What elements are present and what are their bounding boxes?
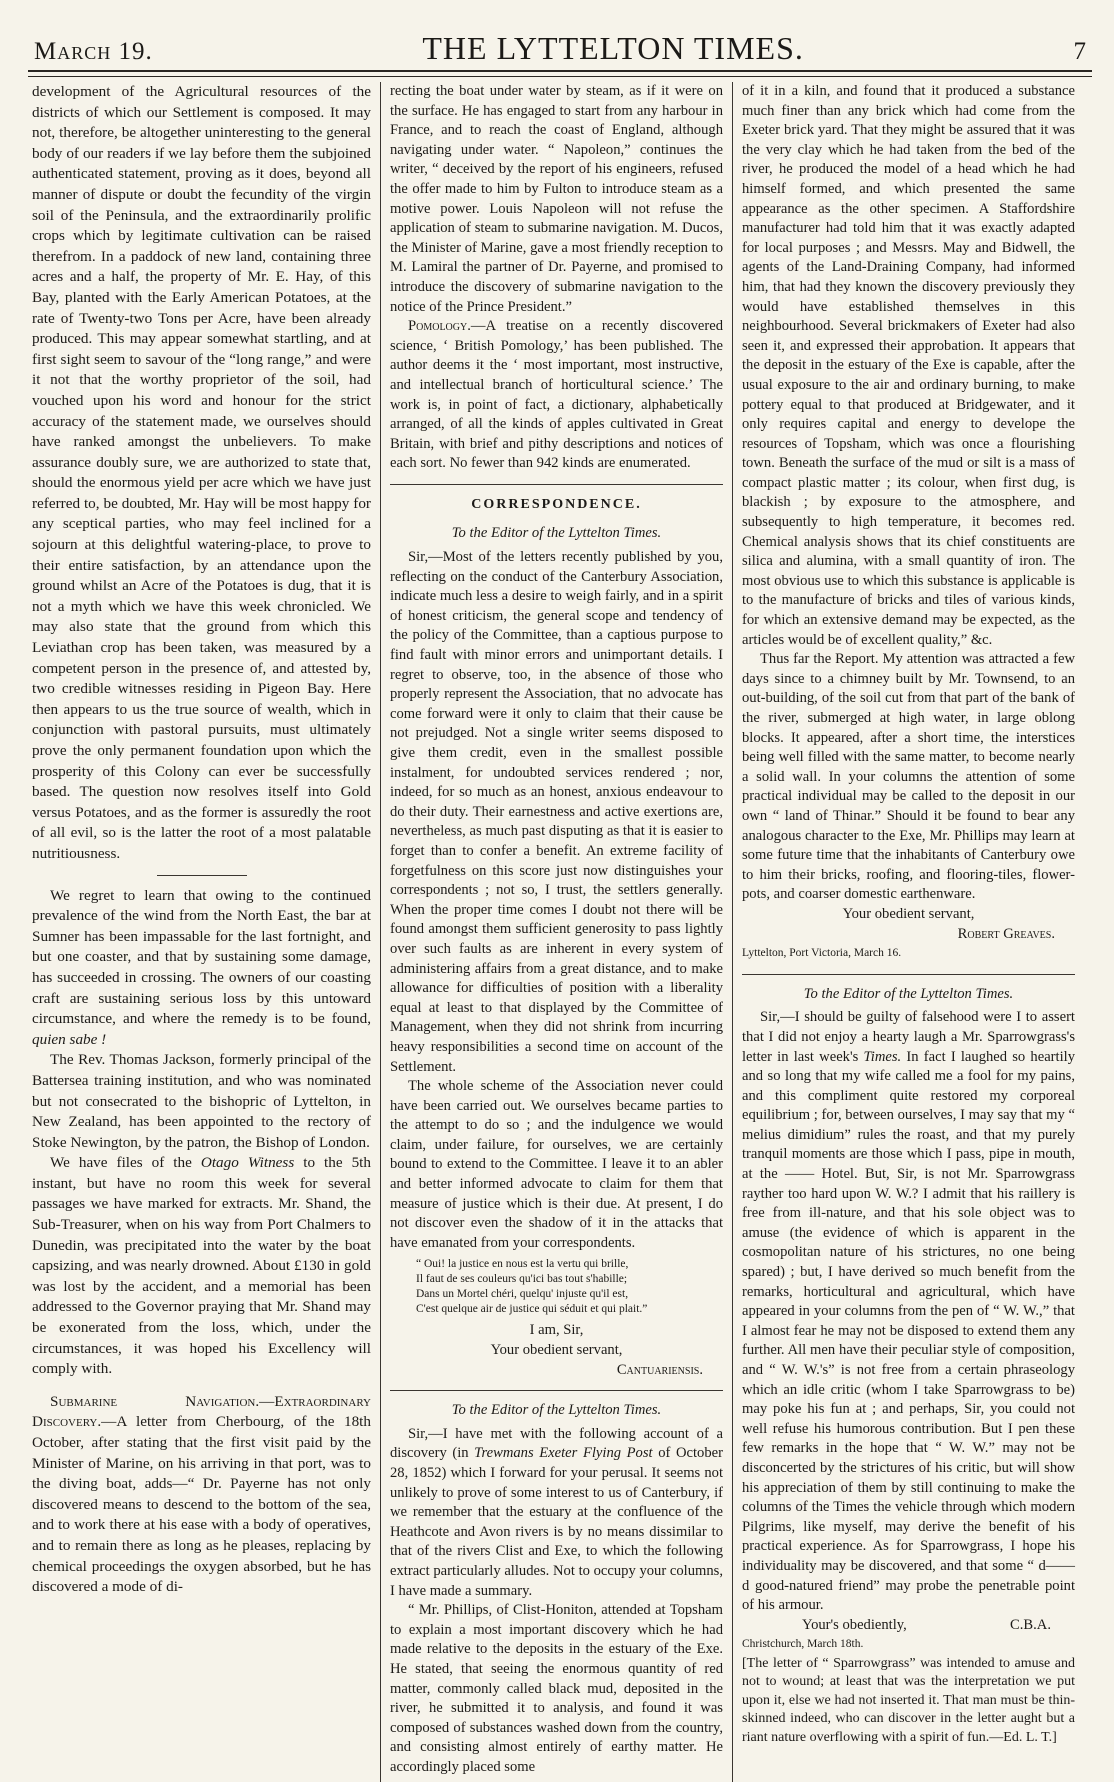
letter-2-body-2: “ Mr. Phillips, of Clist-Honiton, attended at Topsham to explain a most important discovery which he had made relative to the deposits in the estuary of the Exe. He stated, that seeing the enormous quantity of red matter, commonly called black mud, deposited in the river, he submitted it to analysis, and found it was composed of substances washed down from the country, and consisting almost entirely of earthy matter. He accordingly placed some — [390, 1602, 723, 1775]
issue-date: March 19. — [34, 38, 153, 65]
article-submarine-cont: recting the boat under water by steam, as if it were on the surface. He has engaged to start from any harbour in France, and to reach the coast of England, although navigating under water. “ Napoleon,” continues the writer, “ deceived by the report of his engineers, refused the offer made to him by Fulton to introduce steam as a motive power. Louis Napoleon will not refuse the application of steam to submarine navigation. M. Ducos, the Minister of Marine, gave a most friendly reception to M. Lamiral the partner of Dr. Payerne, and promised to introduce the discovery of submarine navigation to the notice of the Prince President.” — [390, 83, 723, 315]
column-2 — [380, 82, 732, 1782]
letter-1-body-2: The whole scheme of the Association never could have been carried out. We ourselves became parties to the attempt to do so ; and the indulgence we would claim, under failure, for ourselves, we are certainly bound to extend to the Committee. I leave it to an abler and better informed advocate to claim for them that measure of justice which is their due. At present, I do not discover even the shadow of it in the attacks that have emanated from your correspondents. — [390, 1078, 723, 1251]
column-1 — [28, 82, 380, 1782]
letter-address: To the Editor of the Lyttelton Times. — [451, 525, 662, 542]
divider — [390, 484, 723, 485]
letter-1-close: I am, Sir, — [529, 1322, 584, 1339]
divider — [390, 1390, 723, 1391]
divider — [742, 974, 1075, 975]
letter-2-signature: Robert Greaves. — [957, 925, 1055, 942]
section-heading-correspondence: CORRESPONDENCE. — [471, 496, 642, 512]
letter-3-body: Sir,—I should be guilty of falsehood were I to assert that I did not enjoy a hearty laugh a Mr. Sparrowgrass's letter in last week's Times. In fact I laughed so heartily and so long that my wife called me a fool for my pains, and this compliment quite restored my corporeal equilibrium ; for, between ourselves, I may say that my “ melius dimidium” rules the roast, and that my purely tranquil moments are those which I pass, pipe in mouth, at the —— Hotel. But, Sir, is not Mr. Sparrowgrass rayther too hard upon W. W.? I admit that his raillery is free from ill-nature, and that his sole object was to amuse (the evidence of which is apparent in the cosmopolitan nature of his strictures, no one being spared) ; but, I have derived so much benefit from the remarks, horticultural and agricultural, which have appeared in your columns from the pen of “ W. W.,” that I almost fear he may not be disposed to extend them any further. All men have their peculiar style of composition, and “ W. W.'s” is not free from a certain phraseology which an idle critic (whom I take Sparrowgrass to be) may poke his fun at ; and perhaps, Sir, you could not well refuse his humorous contribution. But I pen these few remarks in the hope that “ W. W.” may not be disconcerted by the strictures of his critic, but will show his appreciation of them by still continuing to make the columns of the Times the vehicle through which modern Pilgrims, like myself, may derive the benefit of his practical experience. As for Sparrowgrass, I hope his individuality may be discovered, and that some “ d——d good-natured friend” may probe the penetrable point of his armour. — [742, 1009, 1075, 1614]
letter-2-body: Sir,—I have met with the following account of a discovery (in Trewmans Exeter Flying Post of October 28, 1852) which I forward for your perusal. It seems not unlikely to prove of some interest to us of Canterbury, if we remember that the estuary at the confluence of the Heathcote and Avon rivers is by no means dissimilar to that of the rivers Clist and Exe, to which the following extract particularly alludes. Not to occupy your columns, I have made a summary. — [390, 1425, 723, 1599]
letter-address: To the Editor of the Lyttelton Times. — [451, 1402, 662, 1419]
article-sumner-bar: We regret to learn that owing to the continued prevalence of the wind from the North East, the bar at Sumner has been impassable for the last fortnight, and but one coaster, and that by sustaining some damage, has succeeded in crossing. The owners of our coasting craft are sustaining serious loss by this untoward circumstance, and where the remedy is to be found, quien sabe ! — [32, 886, 371, 1048]
french-verse: “ Oui! la justice en nous est la vertu qui brille, Il faut de ses couleurs qu'ici bas tout s'habille; Dans un Mortel chéri, quelqu' injuste qu'il est, C'est quelque air de justice qui séduit et qui plait.” — [416, 1258, 648, 1316]
letter-1-body: Sir,—Most of the letters recently published by you, reflecting on the conduct of the Canterbury Association, indicate much less a desire to weigh fairly, and in a spirit of honest criticism, the general scope and tendency of the policy of the Committee, than a captious purpose to find fault with minor errors and unimportant details. I regret to observe, too, in the absence of those who properly represent the Association, that no advocate has come forward were it only to claim that their cause be not prejudged. Not a single writer seems disposed to give them credit, even in the smallest possible instalment, for undoubted services rendered ; nor, indeed, for so much as an honest, anxious endeavour to do their duty. Their earnestness and active exertions are, nevertheless, as much past disputing as that it is easier to forget than to confer a benefit. An extreme facility of forgetfulness on this score just now distinguishes your correspondents ; not so, I trust, the settlers generally. When the proper time comes I doubt not there will be found amongst them sufficient generosity to pass lightly over such faults as are inherent in every system of administering affairs from a great distance, and to make allowance for difficulties of position with a liberality equal at least to that displayed by the Committee of Management, when they did not shrink from incurring heavy responsibilities a second time on account of the Settlement. — [390, 549, 723, 1075]
editor-note: [The letter of “ Sparrowgrass” was intended to amuse and not to wound; at least that was the interpretation we put upon it, else we had not inserted it. That man must be thin-skinned indeed, who can discover in the letter aught but a riant nature overflowing with a spirit of fun.—Ed. L. T.] — [742, 1655, 1075, 1745]
page-number: 7 — [1073, 38, 1086, 65]
masthead — [28, 30, 1092, 70]
letter-1-signature: Cantuariensis. — [616, 1361, 703, 1378]
article-otago-witness: We have files of the Otago Witness to the 5th instant, but have no room this week for several passages we have marked for extracts. Mr. Shand, the Sub-Treasurer, when on his way from Port Chalmers to Dunedin, was precipitated into the water by the boat capsizing, and was nearly drowned. About £130 in gold was lost by the accident, and a memorial has been addressed to the Governor praying that Mr. Shand may be exonerated from the loss, which, under the circumstances, it was hoped his Excellency will comply with. — [32, 1154, 371, 1378]
letter-2-body-3: Thus far the Report. My attention was attracted a few days since to a chimney built by Mr. Townsend, to an out-building, of the soil cut from that part of the bank of the river, submerged at high water, in large oblong blocks. It appeared, after a short time, the interstices being well filled with the same matter, to become nearly a solid wall. In your columns the attention of some practical individual may be called to the deposit in our own “ land of Thinar.” Should it be found to bear any analogous character to the Exe, Mr. Phillips may learn at some future time that the inhabitants of Canterbury owe to him their bricks, roofing, and flooring-tiles, flower-pots, and coarser domestic earthenware. — [742, 651, 1075, 903]
divider — [157, 875, 247, 876]
columns — [28, 82, 1092, 1782]
masthead-rule — [28, 70, 1092, 77]
article-rev-jackson: The Rev. Thomas Jackson, formerly principal of the Battersea training institution, and who was nominated but not consecrated to the bishopric of Lyttelton, in New Zealand, has been appointed to the rectory of Stoke Newington, by the patron, the Bishop of London. — [32, 1051, 371, 1151]
letter-3-dateline: Christchurch, March 18th. — [742, 1638, 864, 1651]
letter-1-close-2: Your obedient servant, — [490, 1342, 623, 1359]
letter-2-close: Your obedient servant, — [842, 905, 975, 922]
column-3 — [732, 82, 1084, 1782]
letter-address: To the Editor of the Lyttelton Times. — [803, 985, 1014, 1002]
article-pomology: Pomology.—A treatise on a recently discovered science, ‘ British Pomology,’ has been published. The author deems it the ‘ most important, most instructive, and intellectual branch of horticultural science.’ The work is, in point of fact, a dictionary, alphabetically arranged, of all the kinds of apples cultivated in Great Britain, with brief and pithy descriptions and notices of each sort. No fewer than 942 kinds are enumerated. — [390, 318, 723, 472]
letter-3-close: Your's obediently, C.B.A. — [802, 1616, 1051, 1633]
newspaper-title: THE LYTTELTON TIMES. — [422, 30, 804, 66]
article-potatoes: development of the Agricultural resources of the districts of which our Settlement is composed. It may not, therefore, be altogether uninteresting to the general body of our readers if we lay before them the subjoined authenticated statement, proving as it does, beyond all manner of dispute or doubt the fecundity of the virgin soil of the Peninsula, and the extraordinarily prolific crops which by legitimate cultivation can be raised therefrom. In a paddock of new land, containing three acres and a half, the property of Mr. E. Hay, of this Bay, planted with the Early American Potatoes, at the rate of Twenty-two Tons per Acre, have been already produced. This may appear somewhat startling, and at first sight seem to savour of the “long range,” and were it not that the worthy proprietor of the soil, had vouched upon his word and honour for the strict accuracy of the statement made, we ourselves should have ranked amongst the unbelievers. To make assurance doubly sure, we are authorized to state that, should the enormous yield per acre which we have just referred to, be doubted, Mr. Hay will be most happy for any sceptical parties, who may feel inclined for a sojourn at this delightful watering-place, to prove to their entire satisfaction, by an attendance upon the ground whilst an Acre of the Potatoes is dug, that it is not a myth which we have this week chronicled. We may also state that the ground from which this Leviathan crop has been taken, was measured by a competent person in the presence of, and attested by, two credible witnesses residing in Pigeon Bay. Here then appears to us the true source of wealth, which in conjunction with pastoral pursuits, must ultimately prove the only permanent foundation upon which the prosperity of this Colony can ever be successfully based. The question now resolves itself into Gold versus Potatoes, and as the former is assuredly the root of all evil, so is the latter the root of a most palatable nutritiousness. — [32, 83, 371, 862]
article-submarine: Submarine Navigation.—Extraordinary Discovery.—A letter from Cherbourg, of the 18th October, after stating that the first visit paid by the Minister of Marine, on his arriving in that port, was to the diving boat, adds—“ Dr. Payerne has not only discovered means to descend to the bottom of the sea, and to work there at his ease with a body of operatives, and to remain there as long as he pleases, replacing by chemical proceedings the oxygen absorbed, but he has discovered a mode of di- — [32, 1392, 371, 1596]
letter-2-dateline: Lyttelton, Port Victoria, March 16. — [742, 947, 902, 960]
letter-2-cont: of it in a kiln, and found that it produced a substance much finer than any brick which had come from the Exeter brick yard. That they might be assured that it was the very clay which he had taken from the bed of the river, he produced the model of a head which he had himself formed, and which presented the same appearance as the other specimen. A Staffordshire manufacturer had told him that it was exactly adapted for local purposes ; and Messrs. May and Bidwell, the agents of the Land-Draining Company, had informed him, that had they known the discovery previously they would have established themselves in this neighbourhood. Several brickmakers of Exeter had also seen it, and expressed their approbation. It appears that the deposit in the estuary of the Exe is capable, after the usual exposure to the air and ordinary burning, to make pottery equal to that produced at Bridgewater, and it only requires capital and energy to develope the resources of Topsham, which was once a flourishing town. Beneath the surface of the mud or silt is a mass of compact plastic matter ; its colour, when first dug, is blackish ; by exposure to the atmosphere, and subsequently to high temperature, it becomes red. Chemical analysis shows that its chief constituents are silica and alumina, with a small quantity of iron. The most obvious use to which this substance is applicable is to the manufacture of bricks and tiles of various kinds, for which an extensive demand may be expected, as the articles would be of excellent quality,” &c. — [742, 83, 1075, 648]
